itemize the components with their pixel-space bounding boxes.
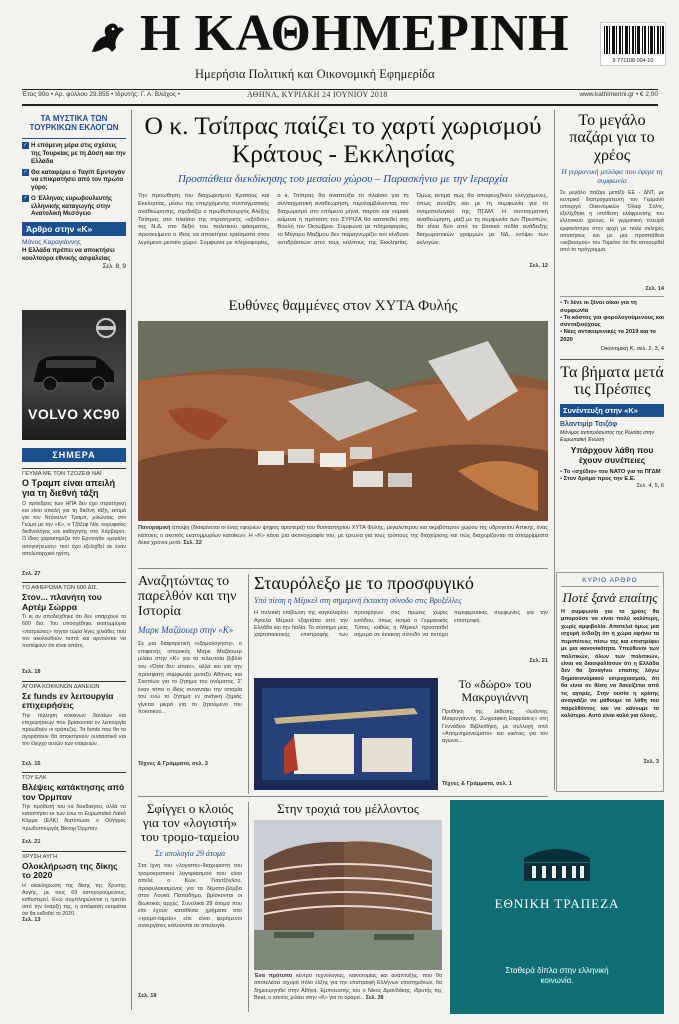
story-pages: Σελ. 18 <box>22 669 41 676</box>
debt-text: Σε μεγάλο παζάρι μεταξύ ΕΕ - ΔΝΤ, με κεντρικό διαπραγματευτή τον Γερμανό υπουργό Οικονομικών Όλαφ Σολτς, εξελίχθηκε η υπόθεση ελάφρυνσης του ελληνικού χρέους. Η γερμανική πλευρά εμφανίστηκε στην αρχή με πολύ σκληρές απαιτήσεις και με μια προσπάθεια «εκβιασμού» του Ταμείου ότι θα αποσυρθεί από το πρόγραμμα. <box>560 189 664 253</box>
bank-slogan: Σταθερά δίπλα στην ελληνική κοινωνία. <box>505 966 609 986</box>
refugee-subhead: Υπό πίεση η Μέρκελ στη σημερινή έκτακτη σύνοδο στις Βρυξέλλες <box>254 596 462 606</box>
refugee-headline[interactable]: Σταυρόλεξο με το προσφυγικό <box>254 573 474 593</box>
history-text: Σε μια διαφορετική «εξομολόγηση», ο επιφανής ιστορικός Μαρκ Μαζάουερ μιλάει στην «Κ» για τα τελευταία βιβλία του «Όσα δεν είπαν», αλλά και για την πρόσφατη συμφωνία μεταξύ Αθήνας και Σκοπίων για το ζήτημα του ονόματος. Σ' έναν τόπο ο ίδιος συναντάει την ιστορία του ενώ το ζήτημα εν ανάγκη ζημιάς γίνεται μικρό για το ζητούμενο του ποιοτικού... <box>138 641 242 716</box>
future-headline[interactable]: Στην τροχιά του μέλλοντος <box>277 801 419 816</box>
kathimerini-logo-icon <box>86 18 128 58</box>
history-story <box>138 574 242 796</box>
story-text: Τι κι αν αποδείχθηκε ότι δεν υπάρχουν τα 600 δισ. Του υποσχέθηκε εκατομμύρια «πατριώτες» πήγαν τώρα λίγες χιλιάδες που τον ακολουθούν πιστά και αρνούνται να πιστέψουν ότι είναι απάτη. <box>22 614 126 649</box>
interview-label[interactable]: Συνέντευξη στην «Κ» <box>560 404 664 417</box>
price: € 2,00 <box>639 91 658 98</box>
logisti-text: Στα ίχνη του «λογιστή»-διαχειριστή του τρομοκρατικού λογαριασμού που είναι απελέ ο Κων. Γιαγτζόγλου, προφυλακισμένος για τα δέματα-βόμβα στον Λουκά Παπαδήμο, βρίσκονται οι διωκτικές αρχές. Συνολικά 29 άτομα που είτε έχουν καταθέσει χρήματα στο «τρομο-ταμείο» είτε είναι φερόμενοι συνεργάτες καλούνται σε απολογία. <box>138 863 242 930</box>
check-icon: ✓ <box>23 194 28 201</box>
section-label: ΤΟΥ ΕΛΚ <box>22 772 126 781</box>
founder: Ιδρυτής: Γ. Α. Βλάχος <box>115 91 176 98</box>
debt-pages: Σελ. 14 <box>645 285 664 292</box>
author-name: Μάνος Καραγιάννης <box>22 239 81 247</box>
story-text: Η ολοκλήρωση της δίκης της Χρυσής Αυγής, με τους 69 κατηγορούμενους, καθυστερεί. Ενώ συμπληρώνεται η τριετία από την έναρξή της, η απόφαση εκτιμάται ότι θα εκδοθεί το 2020. <box>22 882 126 917</box>
editorial-box <box>556 572 664 792</box>
interviewee-name: Βλαντιμίρ Τσιζόφ <box>560 421 618 429</box>
debt-headline[interactable]: Το μεγάλο παζάρι για το χρέος <box>569 112 655 164</box>
future-caption: Ένα πρότυπο κέντρο τεχνολογίας, καινοτομίας και ανάπτυξης, που θα αποτελέσει ισχυρό πόλο έλξης για την επιστροφή Ελλήνων επιστημόνων, θα δημιουργηθεί στην Αθήνα. Εμπνευστής του ο Νίκος Δρανδάκης, ιδρυτής της Beat, ο οποίος μιλάει στην «Κ» για το όραμα... Σελ. 28 <box>254 973 442 1001</box>
doro-text: Προθήκη της έκθεσης «Ιωάννης Μακρυγιάννης. Ζωγραφική Εκφράσεις» στη Γεννάδειο Βιβλιοθήκη, με συλλογή από «Απομνημονεύματα» και εικόνες για τον αγώνα... <box>442 708 548 745</box>
story-title: Σε funds εν λειτουργία επιχειρήσεις <box>22 690 114 711</box>
lead-headline[interactable]: Ο κ. Τσίπρας παίζει το χαρτί χωρισμού Κράτους - Εκκλησίας <box>144 111 542 168</box>
bank-name: ΕΘΝΙΚΗ ΤΡΑΠΕΖΑ <box>494 896 620 911</box>
lead-text: Την προώθηση του διαχωρισμού Κράτους και Εκκλησίας, μέσω της επερχόμενης συνταγματικής αναθεώρησης, σχεδιάζει ο πρωθυπουργός Αλέξης Τσίπρας στο πλαίσιο της στρατηγικής «εξόδου» της Ν.Δ. στο δεξιό του πολιτικού φάσματος, προσκείμενο ο ίδιος να αποκτήσει ερείσματα στον λεγόμενο μεσαίο χώρο. Σύμφωνα με πληροφορίες, ο κ. Τσίπρας θα αναπτύξει το πλαίσιο για τη συνταγματική αναθεώρηση, περιλαμβάνοντας τον διαχωρισμό στο επόμενο μήνα, παρότι και νομικά κείμενα η πρόταση του ΣΥΡΙΖΑ θα κατατεθεί στη Βουλή τον Οκτώβριο. Σύμφωνα με πληροφορίες, το Μέγαρο Μαξίμου δεν παραγνωρίζει τον κίνδυνο αντιδράσεων από τους κόλπους της Εκκλησίας. Όμως εκτιμά πως θα αποφευχθούν ελεγχόμενες, όπως συνέβη και με τη συμφωνία για το ονοματολογικό της ΠΓΔΜ. Η συνταγματική αναθεώρηση, μαζί με τη συμφωνία των Πρεσπών, θα είναι δύο από τα βασικά πεδία ανάδειξης διαχωριστικών γραμμών με ΝΔ, ενόψει των εκλογών. <box>138 193 548 246</box>
doro-pages: Τέχνες & Γράμματα, σελ. 1 <box>442 780 512 787</box>
photo-story <box>138 298 548 568</box>
barcode-icon <box>601 23 667 57</box>
barcode <box>600 22 666 66</box>
prespes-headline[interactable]: Τα βήματα μετά τις Πρέσπες <box>560 363 664 398</box>
lead-story <box>138 112 548 322</box>
check-icon: ✓ <box>23 168 28 175</box>
right-column <box>560 112 664 792</box>
history-pages: Τέχνες & Γράμματα, σελ. 3 <box>138 761 208 768</box>
prespes-bullet: ▪ Στον δρόμο προς την Ε.Ε. <box>560 476 664 483</box>
turkish-item: ✓ Η επόμενη μέρα στις σχέσεις της Τουρκίας με τη Δύση και την Ελλάδα <box>23 142 126 165</box>
refugee-text: Η πολιτική επιβίωση της καγκελαρίου Αγκελα Μέρκελ εξαρτάται από την Ελλάδα και την Ιταλία. Το σύστημο μιας χαρτοπαικτικής επιστροφής των προσφύγων στις πρώτες χώρες εισόδου, όπως εκτιμά ο Γερμανικός Τύπος, καθώς η Μέρκελ προσπαθεί σήμερα σε έκτακτη σύνοδο να πετύχει περιφερειακές συμφωνίες για την επιστροφή. <box>254 610 548 639</box>
debt-sub: Η γερμανική μπλόφα που έφερε τη συμφωνία <box>561 166 663 185</box>
story-title: Στον... πλανήτη του Αρτέμ Σώρρα <box>22 592 102 612</box>
building-rendering <box>254 820 442 970</box>
lead-pages: Σελ. 12 <box>529 263 548 270</box>
info-bar: Έτος 90ο • Αρ. φύλλου 29.855 • Ιδρυτής: Γ. Α. Βλάχος • ΑΘΗΝΑ, ΚΥΡΙΑΚΗ 24 ΙΟΥΝΙΟΥ 2018 www.kathimerini.gr • € 2,00 <box>22 90 658 99</box>
article-link-button[interactable]: Άρθρο στην «Κ» <box>22 222 126 236</box>
section-label: ΧΡΥΣΗ ΑΥΓΗ <box>22 851 126 860</box>
makriyannis-photo <box>254 678 438 790</box>
history-author: Μαρκ Μαζάουερ στην «Κ» <box>138 625 234 636</box>
story-pages: Σελ. 13 <box>22 916 41 923</box>
masthead <box>0 0 679 99</box>
check-icon: ✓ <box>23 142 28 149</box>
debt-bullet: ▪ Νέες αντικειμενικές το 2019 και το 2020 <box>560 329 664 343</box>
prespes-bullet: ▪ Το «σχέδιο» του ΝΑΤΟ για τα ΠΓΔΜ <box>560 469 664 476</box>
section-label: ΑΓΟΡΑ ΚΟΚΚΙΝΩΝ ΔΑΝΕΙΩΝ <box>22 681 126 690</box>
debt-bullet: ▪ Τι λένε οι ξένοι οίκοι για τη συμφωνία <box>560 300 664 314</box>
newspaper-title: Η ΚΑΘΗΜΕΡΙΝΗ <box>140 5 570 62</box>
future-story <box>254 802 442 1014</box>
debt-bullets-pages: Οικονομική Κ, σελ. 2, 3, 4 <box>600 345 664 352</box>
volvo-ad[interactable] <box>22 310 126 440</box>
section-label: ΤΟ ΑΦΙΕΡΩΜΑ ΤΩΝ 600 ΔΙΣ. <box>22 582 126 591</box>
story-text: Την πρόθεσή του να διεκδικήσει, αλλά να καταστήσει εκ των έσω το Ευρωπαϊκό Λαϊκό Κόμμα (ΕΛΚ) διατύπωσε ο Ούγγρος πρωθυπουργός Βίκτορ Όρμπαν. <box>22 804 126 832</box>
prespes-pages: Σελ. 4, 5, 6 <box>636 483 664 490</box>
editorial-text: Η συμφωνία για το χρέος θα μπορούσε να είναι πολύ καλύτερη, χωρίς αμφιβολία. Αποτελεί όμως μια ισχυρή ένδειξη ότι η χώρα αφήνει τα περιπέτειες πίσω της και επιστρέφει με μια κανονικότητα. Υπεύθυνοι των πολιτικών, όλων των πολιτικών, είναι να διασφαλίσουν ότι η Ελλάδα δεν θα ξαναγίνει επαίτης λόγω δημοσιονομικού εκτροχιασμού, ότι θα είναι σε θέση να δανείζεται από τις αγορές. Στην ουσία η κρίσης αναγκάζει να μάθουμε τα λάθη του παρελθόντος και να κάνουμε το καλύτερο. Αυτό είναι καλό για όλους. <box>561 609 659 719</box>
dateline: ΑΘΗΝΑ, ΚΥΡΙΑΚΗ 24 ΙΟΥΝΙΟΥ 2018 <box>247 90 388 99</box>
story-text: Την πώληση κόκκινων δανείων και επιχειρήσεων που βρίσκονται εν λειτουργία προωθούν οι τράπεζες. Τα funds που θα τα αγοράσουν θα αποκτήσουν ουσιαστικά και τον έλεγχο αυτών των εταιρειών. <box>22 712 126 748</box>
editorial-pages: Σελ. 3 <box>643 759 659 766</box>
barcode-number: 9 771108 004 10 <box>612 58 654 64</box>
history-headline[interactable]: Αναζητώντας το παρελθόν και την Ιστορία <box>138 574 237 620</box>
newspaper-subtitle: Ημερήσια Πολιτική και Οικονομική Εφημερίδα <box>195 67 435 81</box>
turkish-elections-box <box>22 110 126 300</box>
website-link[interactable]: www.kathimerini.gr <box>579 91 635 98</box>
landfill-photo <box>138 321 548 521</box>
doro-headline[interactable]: Το «δώρο» του Μακρυγιάννη <box>458 677 532 704</box>
story-title: Βλέψεις κατάκτησης από τον Όρμπαν <box>22 782 125 802</box>
refugee-pages: Σελ. 21 <box>529 658 548 665</box>
today-section <box>22 448 126 1018</box>
suv-image <box>28 344 120 394</box>
section-label: ΓΕΥΜΑ ΜΕ ΤΟΝ ΤΖΟΖΕΦ ΝΑΪ <box>22 468 126 477</box>
story-pages: Σελ. 21 <box>22 839 41 846</box>
debt-bullet: ▪ Το κόστος για φορολογούμενους και συνταξιούχους <box>560 315 664 329</box>
story-pages: Σελ. 15 <box>22 760 41 767</box>
bank-building-icon <box>520 844 594 884</box>
turkish-item: ✓ Θα καταφέρει ο Ταγίπ Ερντογάν να επικρατήσει από τον πρώτο γύρο; <box>23 168 125 192</box>
doro-story <box>442 678 548 790</box>
today-heading: ΣΗΜΕΡΑ <box>22 448 126 462</box>
story-title: Ολοκλήρωση της δίκης το 2020 <box>22 860 118 881</box>
volvo-model: VOLVO XC90 <box>28 406 120 422</box>
author-teaser: Η Ελλάδα πρέπει να αποκτήσει κουλτούρα εθνικής ασφαλείας <box>22 247 115 263</box>
lead-subhead: Προσπάθεια διεκδίκησης του μεσαίου χώρου – Παρασκήνιο με την Ιεραρχία <box>177 173 509 186</box>
turkish-heading: ΤΑ ΜΥΣΤΙΚΑ ΤΩΝ ΤΟΥΡΚΙΚΩΝ ΕΚΛΟΓΩΝ <box>29 114 119 133</box>
editorial-label: ΚΥΡΙΟ ΑΡΘΡΟ <box>561 577 659 587</box>
refugee-story <box>254 574 548 674</box>
logisti-story <box>138 802 242 1012</box>
photo-story-title[interactable]: Ευθύνες θαμμένες στον ΧΥΤΑ Φυλής <box>228 298 458 314</box>
logisti-sub: Σε απολογία 29 άτομα <box>154 849 226 859</box>
story-pages: Σελ. 27 <box>22 570 41 577</box>
issue-number: Αρ. φύλλου 29.855 <box>54 91 110 98</box>
photo-caption: Πανοραμική άποψη (διακρίνεται οι ένας εφοριών ψήφος αριστερά) του θυσιαστηρίου ΧΥΤΑ Φυλής, μεγαλύτερου και ακριβότερου χώρου της υδρογείου Αττικής, ένας κάποιος ο σκοπός εκατομμυρίων κατοίκων. Η «Κ» κάνει μια ακτινογραφία του, με έρευνα για τους τρόπους της διαχείρισης και πώς διαχειρίζονται τα απορρίμματα δέκα χρόνια μετά. Σελ. 22 <box>138 525 548 547</box>
interview-quote: Υπάρχουν λάθη που έχουν συνέπειες <box>570 445 654 465</box>
interviewee-role: Μόνιμος αντιπρόσωπος της Ρωσίας στην Ευρωπαϊκή Ένωση <box>560 430 654 443</box>
story-text: Ο πρόεδρος των ΗΠΑ δεν έχει στρατηγική και είναι απειλή για τη διεθνή τάξη, εκτιμά για τον Ντόναλντ Τραμπ, μιλώντας στο Γεύμα με την «Κ», ο Τζόζεφ Νάι, κορυφαίος διεθνολόγος και καθηγητής στο Χάρβαρντ. Ο ίδιος χαρακτηρίζει τον Ερντογάν «μεγάλη απογοήτευση» που έχει εξελιχθεί σε έναν απολυταρχικό ηγέτη. <box>22 500 126 557</box>
logisti-pages: Σελ. 18 <box>138 993 157 1000</box>
year: Έτος 90ο <box>22 91 49 98</box>
editorial-headline[interactable]: Ποτέ ξανά επαίτης <box>562 590 658 605</box>
national-bank-ad[interactable] <box>450 800 664 1014</box>
logisti-headline[interactable]: Σφίγγει ο κλοιός για τον «λογιστή» του τρομο-ταμείου <box>140 801 240 845</box>
left-column <box>22 110 126 1015</box>
story-title: Ο Τραμπ είναι απειλή για τη διεθνή τάξη <box>22 478 116 498</box>
turkish-pages: Σελ. 8, 9 <box>102 262 126 270</box>
turkish-item: ✓ Ο Έλληνας ευρωβουλευτής ελληνικής καταγωγής στην Ανατολική Μεσόγειο <box>23 194 113 218</box>
volvo-logo-icon <box>94 316 118 340</box>
